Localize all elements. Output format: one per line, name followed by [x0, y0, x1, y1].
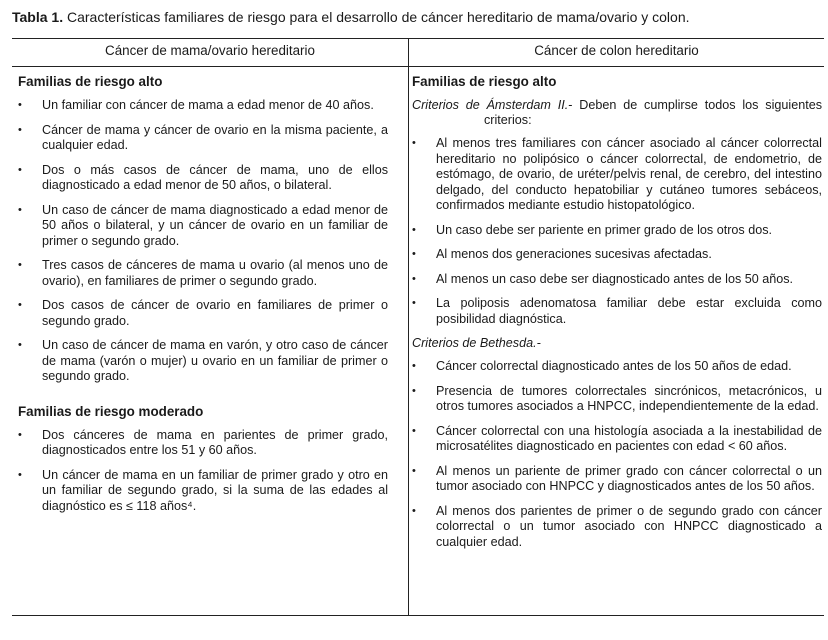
bethesda-criteria-heading [412, 336, 822, 351]
bullet-marker: • [412, 272, 416, 285]
list-item [412, 296, 822, 327]
high-risk-heading-right: Familias de riesgo alto [412, 74, 557, 89]
list-item-text: Al menos dos parientes de primer o de segundo grado con cáncer colorrectal o un tumor asociado con HNPCC diagnosticado a cualquier edad. [436, 503, 822, 549]
right-column [412, 74, 822, 559]
list-item-text: Un caso debe ser pariente en primer grado de los otros dos. [436, 222, 773, 237]
list-item [412, 272, 822, 288]
list-item [412, 136, 822, 214]
list-item-text: Un caso de cáncer de mama diagnosticado a edad menor de 50 años o bilateral, y un cáncer de ovario en un familiar de primer o segundo grado. [42, 202, 388, 248]
bullet-marker: • [18, 123, 22, 136]
table-header-rule [12, 66, 824, 67]
moderate-risk-list [18, 428, 388, 515]
list-item-text: Tres casos de cánceres de mama u ovario (al menos uno de ovario), en familiares de primer o segundo grado. [42, 258, 388, 288]
list-item [412, 504, 822, 551]
column-divider [408, 38, 409, 616]
bullet-marker: • [412, 137, 416, 149]
list-item-text: Dos o más casos de cáncer de mama, uno de ellos diagnosticado a edad menor de 50 años, o bilateral. [42, 162, 388, 192]
bullet-marker: • [412, 360, 416, 372]
amsterdam-label: Criterios de Ámsterdam II. [412, 98, 569, 112]
right-column-header: Cáncer de colon hereditario [534, 43, 699, 58]
list-item [18, 163, 388, 194]
risk-table [12, 38, 824, 616]
high-risk-list-left [18, 98, 388, 385]
list-item-text: Dos casos de cáncer de ovario en familiares de primer o segundo grado. [42, 298, 388, 328]
list-item-text: Al menos tres familiares con cáncer asociado al cáncer colorrectal hereditario no polipósico o cáncer colorrectal, de endometrio, de estómago, de ovario, de uréter/pelvis renal, de cerebro, del intestino delgado, del conducto hepatobiliar y cutáneo tumores sebáceos, confirmados mediante estudio histopatológico. [436, 136, 822, 212]
bethesda-list [412, 359, 822, 550]
list-item [18, 428, 388, 459]
left-column-header: Cáncer de mama/ovario hereditario [105, 43, 315, 58]
amsterdam-criteria-heading [412, 98, 822, 128]
list-item [412, 384, 822, 415]
list-item-text: Cáncer colorrectal con una histología asociada a la inestabilidad de microsatélites diagnosticado en pacientes con edad < 60 años. [436, 423, 822, 453]
bullet-marker: • [18, 339, 22, 351]
bethesda-label: Criterios de Bethesda.- [412, 336, 541, 350]
bullet-marker: • [412, 223, 416, 236]
bullet-marker: • [412, 504, 416, 517]
bullet-marker: • [18, 259, 22, 271]
list-item-text: Un familiar con cáncer de mama a edad menor de 40 años. [42, 98, 374, 112]
table-caption [12, 9, 822, 26]
list-item [18, 338, 388, 385]
list-item [412, 464, 822, 495]
list-item [18, 98, 388, 114]
list-item [18, 468, 388, 515]
list-item [412, 424, 822, 455]
list-item-text: Dos cánceres de mama en parientes de primer grado, diagnosticados entre los 51 y 60 años. [42, 427, 388, 457]
list-item-text: Cáncer de mama y cáncer de ovario en la misma paciente, a cualquier edad. [42, 122, 388, 152]
bullet-marker: • [412, 384, 416, 397]
list-item [412, 359, 822, 375]
list-item [18, 203, 388, 250]
table-top-rule [12, 38, 824, 39]
bullet-marker: • [18, 163, 22, 176]
table-bottom-rule [12, 615, 824, 616]
bullet-marker: • [412, 464, 416, 477]
bullet-marker: • [412, 297, 416, 309]
list-item [18, 298, 388, 329]
bullet-marker: • [18, 468, 22, 481]
list-item-text: Al menos dos generaciones sucesivas afectadas. [436, 247, 712, 261]
amsterdam-list [412, 136, 822, 327]
list-item-text: Un cáncer de mama en un familiar de primer grado y otro en un familiar de segundo grado, si la suma de las edades al diagnóstico es ≤ 118 años⁴. [42, 467, 388, 513]
bullet-marker: • [18, 299, 22, 311]
high-risk-heading-left: Familias de riesgo alto [18, 74, 163, 89]
list-item [18, 258, 388, 289]
bullet-marker: • [18, 428, 22, 441]
list-item [412, 247, 822, 263]
list-item-text: Al menos un pariente de primer grado con cáncer colorrectal o un tumor asociado con HNPCC y diagnosticados antes de los 50 años. [436, 463, 822, 493]
list-item-text: Cáncer colorrectal diagnosticado antes de los 50 años de edad. [436, 359, 792, 373]
caption-text: Características familiares de riesgo para el desarrollo de cáncer hereditario de mama/ovario y colon. [63, 9, 690, 25]
bullet-marker: • [412, 424, 416, 437]
caption-label: Tabla 1. [12, 9, 64, 25]
left-column [18, 74, 388, 523]
list-item-text: Al menos un caso debe ser diagnosticado antes de los 50 años. [436, 271, 794, 286]
list-item [18, 123, 388, 154]
bullet-marker: • [18, 99, 22, 111]
moderate-risk-heading: Familias de riesgo moderado [18, 403, 204, 419]
list-item-text: Un caso de cáncer de mama en varón, y otro caso de cáncer de mama (varón o mujer) u ovario en un familiar de primer o segundo grado. [42, 338, 388, 383]
amsterdam-description: - Deben de cumplirse todos los siguientes criterios: [484, 98, 822, 127]
list-item [412, 223, 822, 239]
bullet-marker: • [18, 203, 22, 216]
bullet-marker: • [412, 248, 416, 260]
list-item-text: La poliposis adenomatosa familiar debe estar excluida como posibilidad diagnóstica. [436, 296, 822, 326]
list-item-text: Presencia de tumores colorrectales sincrónicos, metacrónicos, u otros tumores asociados a HNPCC, independientemente de la edad. [436, 383, 822, 413]
